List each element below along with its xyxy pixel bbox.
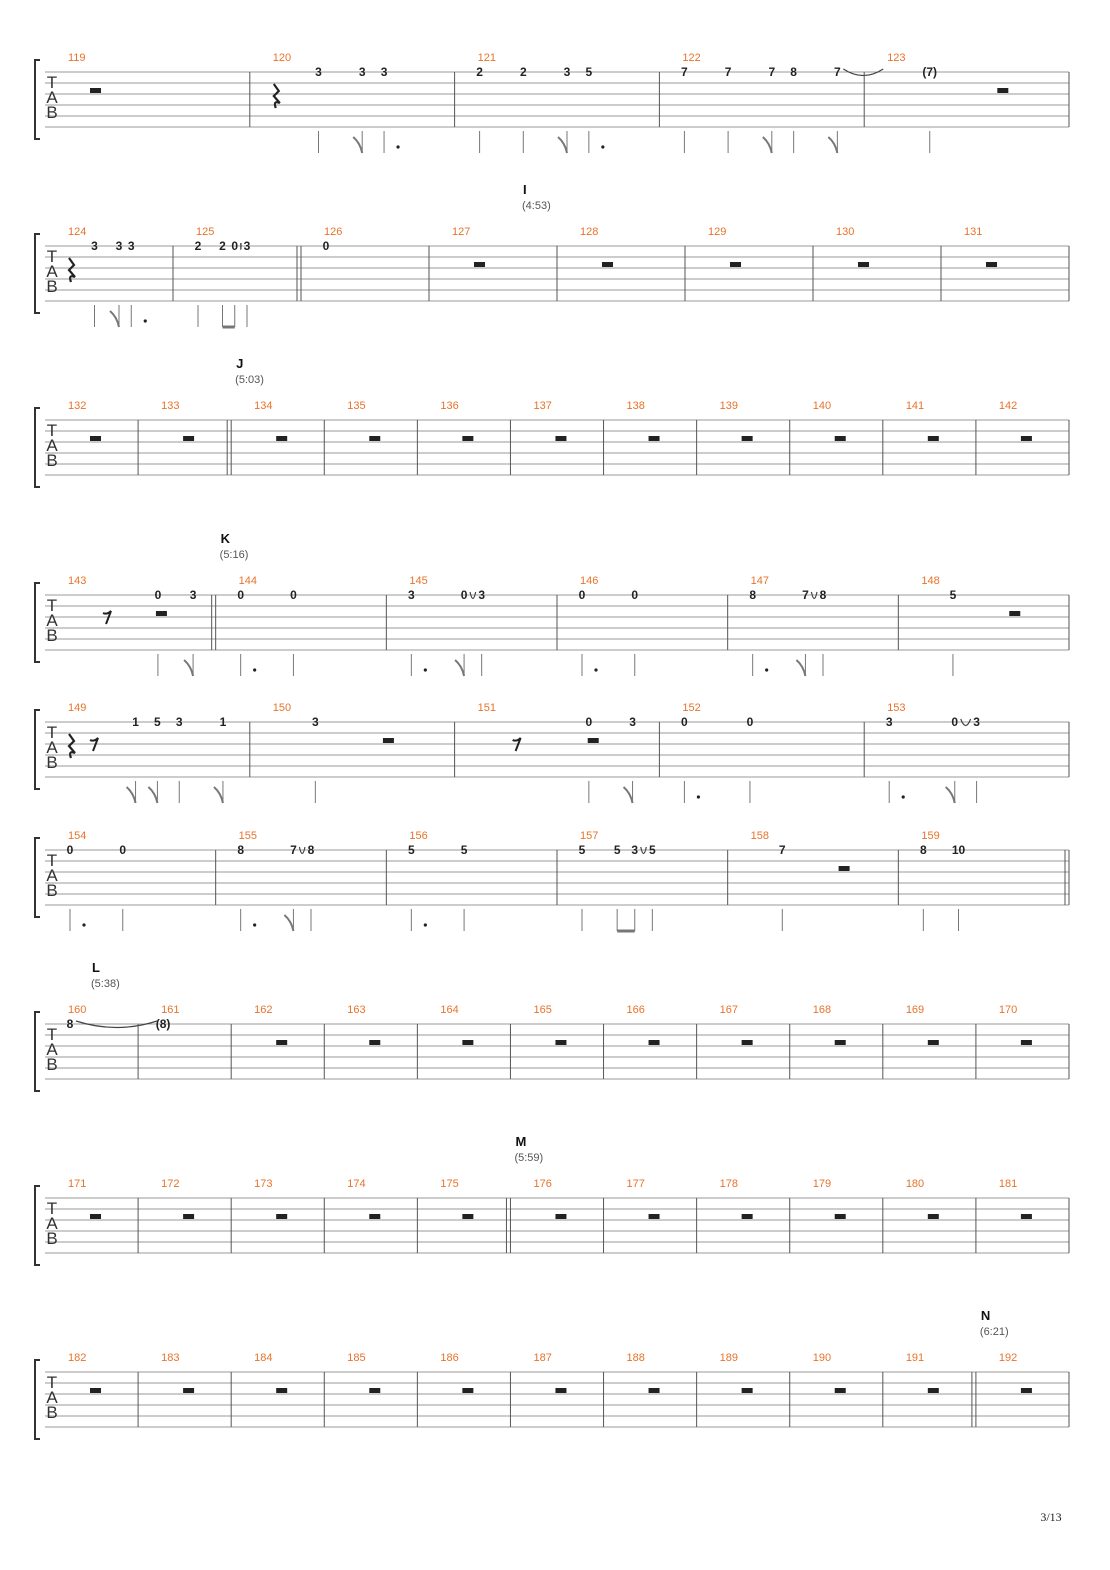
measure-number: 149: [68, 702, 87, 714]
rehearsal-letter: K: [220, 531, 231, 546]
half-rest: [555, 1388, 566, 1393]
dot: [396, 145, 399, 148]
tab-clef-letter: A: [46, 1388, 58, 1407]
fret-number: 5: [613, 843, 621, 857]
measure-number: 120: [272, 52, 292, 64]
measure-number: 183: [161, 1352, 180, 1364]
half-rest: [649, 1040, 660, 1045]
measure-number: 162: [254, 1004, 273, 1016]
measure-number: 128: [580, 226, 599, 238]
measure-number: 165: [533, 1004, 552, 1016]
half-rest: [742, 1214, 753, 1219]
measure-number: 142: [998, 400, 1018, 412]
fret-number: 3: [315, 65, 322, 79]
rehearsal-letter: I: [523, 182, 527, 197]
fret-number: 0: [585, 715, 593, 729]
fret-number: 2: [519, 65, 527, 79]
fret-number: 5: [407, 843, 415, 857]
tab-clef-letter: B: [46, 451, 58, 470]
half-rest: [730, 262, 741, 267]
measure-number: 132: [68, 400, 87, 412]
measure-number: 139: [719, 400, 738, 412]
measure-number: 182: [68, 1352, 87, 1364]
measure-number: 184: [254, 1352, 273, 1364]
measure-number: 175: [440, 1178, 459, 1190]
measure-number: 135: [347, 400, 366, 412]
eighth-flag: [558, 137, 567, 153]
eighth-flag: [946, 787, 955, 803]
eighth-flag: [455, 660, 464, 676]
measure-number: 152: [682, 702, 701, 714]
measure-number: 177: [626, 1178, 645, 1190]
tab-clef-letter: A: [46, 1040, 58, 1059]
eighth-flag: [796, 660, 805, 676]
tab-clef-letter: T: [46, 421, 58, 440]
fret-number: 2: [219, 239, 226, 253]
fret-number: 7: [768, 65, 776, 79]
tab-clef-letter: B: [46, 881, 58, 900]
tab-clef-letter: B: [46, 753, 58, 772]
measure-number: 159: [921, 830, 940, 842]
measure-number: 154: [68, 830, 87, 842]
half-rest: [997, 88, 1008, 93]
fret-number: 3: [175, 715, 183, 729]
fret-number: 7: [834, 65, 841, 79]
measure-number: 187: [533, 1352, 552, 1364]
fret-number: 3: [243, 239, 251, 253]
half-rest: [1021, 1040, 1032, 1045]
measure-number: 161: [161, 1004, 180, 1016]
measure-number: 174: [347, 1178, 366, 1190]
measure-number: 144: [238, 575, 258, 587]
measure-number: 138: [626, 400, 645, 412]
half-rest: [588, 738, 599, 743]
half-rest: [555, 436, 566, 441]
staff-bracket: [35, 1012, 40, 1091]
measure-number: 141: [905, 400, 925, 412]
half-rest: [462, 436, 473, 441]
half-rest: [156, 611, 167, 616]
fret-number: 8: [790, 65, 797, 79]
rehearsal-letter: M: [515, 1134, 527, 1149]
fret-number: 8: [749, 588, 757, 602]
measure-number: 160: [68, 1004, 87, 1016]
half-rest: [649, 1214, 660, 1219]
half-rest: [183, 1388, 194, 1393]
dot: [424, 668, 427, 671]
measure-number: 130: [836, 226, 855, 238]
measure-number: 151: [477, 702, 496, 714]
measure-number: 171: [68, 1178, 87, 1190]
measure-number: 124: [68, 226, 87, 238]
tab-clef-letter: B: [46, 277, 58, 296]
page-number: 3/13: [1040, 1510, 1062, 1524]
dot: [594, 668, 597, 671]
quarter-rest: [69, 258, 75, 282]
half-rest: [1021, 1214, 1032, 1219]
measure-number: 122: [682, 52, 701, 64]
fret-number: 0: [154, 588, 162, 602]
fret-number: 2: [194, 239, 202, 253]
fret-number: 5: [460, 843, 468, 857]
tab-clef-letter: T: [46, 851, 58, 870]
quarter-rest: [69, 734, 75, 758]
half-rest: [742, 1040, 753, 1045]
measure-number: 157: [580, 830, 599, 842]
fret-number: 5: [648, 843, 656, 857]
measure-number: 134: [254, 400, 273, 412]
half-rest: [369, 1214, 380, 1219]
half-rest: [1021, 436, 1032, 441]
half-rest: [90, 88, 101, 93]
rehearsal-time: (5:59): [514, 1152, 544, 1164]
eighth-flag: [110, 311, 119, 327]
measure-number: 133: [161, 400, 180, 412]
fret-number: 3: [629, 715, 636, 729]
staff-bracket: [35, 583, 40, 662]
rehearsal-time: (5:38): [91, 978, 120, 990]
measure-number: 148: [921, 575, 940, 587]
half-rest: [276, 436, 287, 441]
measure-number: 178: [719, 1178, 738, 1190]
measure-number: 126: [324, 226, 343, 238]
fret-number: 5: [949, 588, 957, 602]
fret-number: 3: [885, 715, 893, 729]
fret-number: 8: [919, 843, 927, 857]
measure-number: 146: [580, 575, 599, 587]
staff-bracket: [35, 60, 40, 139]
tab-clef-letter: A: [46, 1214, 58, 1233]
measure-number: 163: [347, 1004, 366, 1016]
fret-number: 5: [585, 65, 593, 79]
measure-number: 131: [964, 226, 983, 238]
measure-number: 150: [272, 702, 292, 714]
measure-number: 156: [409, 830, 428, 842]
tab-clef-letter: T: [46, 723, 58, 742]
measure-number: 169: [905, 1004, 925, 1016]
fret-number: 8: [237, 843, 245, 857]
measure-number: 127: [452, 226, 471, 238]
measure-number: 167: [719, 1004, 738, 1016]
measure-number: 121: [477, 52, 496, 64]
half-rest: [742, 436, 753, 441]
half-rest: [928, 1040, 939, 1045]
half-rest: [183, 1214, 194, 1219]
measure-number: 125: [196, 226, 215, 238]
staff-bracket: [35, 1186, 40, 1265]
half-rest: [835, 1388, 846, 1393]
measure-number: 123: [887, 52, 906, 64]
fret-number: 3: [380, 65, 388, 79]
eighth-flag: [148, 787, 157, 803]
half-rest: [928, 1388, 939, 1393]
half-rest: [462, 1388, 473, 1393]
fret-number: (8): [155, 1017, 171, 1031]
half-rest: [928, 436, 939, 441]
half-rest: [835, 1040, 846, 1045]
fret-number: 7: [681, 65, 688, 79]
fret-number: 1: [132, 715, 139, 729]
staff-bracket: [35, 838, 40, 917]
tab-clef-letter: B: [46, 626, 58, 645]
fret-number: 0: [631, 588, 639, 602]
measure-number: 189: [719, 1352, 738, 1364]
half-rest: [383, 738, 394, 743]
rehearsal-letter: N: [980, 1308, 991, 1323]
measure-number: 190: [812, 1352, 832, 1364]
measure-number: 140: [812, 400, 832, 412]
tab-clef-letter: A: [46, 436, 58, 455]
measure-number: 172: [161, 1178, 180, 1190]
fret-number: 0: [746, 715, 754, 729]
fret-number: 3: [973, 715, 980, 729]
measure-number: 145: [409, 575, 428, 587]
half-rest: [369, 1388, 380, 1393]
fret-number: 3: [358, 65, 366, 79]
fret-number: 5: [154, 715, 161, 729]
fret-number: 0: [290, 588, 297, 602]
measure-number: 188: [626, 1352, 645, 1364]
fret-number: 0: [231, 239, 239, 253]
measure-number: 147: [750, 575, 770, 587]
fret-number: 2: [476, 65, 483, 79]
fret-number: 10: [951, 843, 966, 857]
fret-number: 5: [578, 843, 586, 857]
measure-number: 191: [905, 1352, 925, 1364]
tab-clef-letter: T: [46, 1199, 58, 1218]
tab-clef-letter: B: [46, 1229, 58, 1248]
fret-number: 0: [66, 843, 74, 857]
fret-number: 8: [307, 843, 315, 857]
fret-number: 0: [578, 588, 586, 602]
measure-number: 181: [998, 1178, 1018, 1190]
half-rest: [835, 1214, 846, 1219]
fret-number: 3: [115, 239, 123, 253]
eighth-flag: [624, 787, 633, 803]
tab-clef-letter: A: [46, 611, 58, 630]
rehearsal-time: (5:16): [219, 549, 249, 561]
fret-number: 3: [478, 588, 486, 602]
staff-bracket: [35, 710, 40, 789]
half-rest: [1021, 1388, 1032, 1393]
tab-clef-letter: B: [46, 1403, 58, 1422]
tab-clef-letter: A: [46, 262, 58, 281]
fret-number: 7: [802, 588, 809, 602]
dot: [424, 923, 427, 926]
half-rest: [986, 262, 997, 267]
eighth-flag: [828, 137, 837, 153]
rehearsal-time: (5:03): [235, 374, 264, 386]
measure-number: 158: [750, 830, 770, 842]
half-rest: [276, 1388, 287, 1393]
eighth-flag: [184, 660, 193, 676]
tab-clef-letter: B: [46, 1055, 58, 1074]
tab-clef-letter: T: [46, 247, 58, 266]
tab-clef-letter: A: [46, 88, 58, 107]
measure-number: 164: [440, 1004, 459, 1016]
measure-number: 180: [905, 1178, 925, 1190]
eighth-flag: [284, 915, 293, 931]
measure-number: 155: [238, 830, 258, 842]
half-rest: [369, 1040, 380, 1045]
fret-number: 3: [127, 239, 135, 253]
eighth-flag: [353, 137, 362, 153]
fret-number: 3: [563, 65, 571, 79]
half-rest: [742, 1388, 753, 1393]
dot: [697, 795, 700, 798]
half-rest: [462, 1040, 473, 1045]
half-rest: [462, 1214, 473, 1219]
measure-number: 136: [440, 400, 459, 412]
fret-number: 1: [219, 715, 227, 729]
fret-number: 8: [66, 1017, 74, 1031]
measure-number: 179: [812, 1178, 832, 1190]
half-rest: [858, 262, 869, 267]
fret-number: 7: [778, 843, 786, 857]
fret-number: 0: [237, 588, 245, 602]
half-rest: [1009, 611, 1020, 616]
dot: [144, 319, 147, 322]
eighth-flag: [763, 137, 772, 153]
half-rest: [555, 1040, 566, 1045]
measure-number: 173: [254, 1178, 273, 1190]
fret-number: 0: [951, 715, 959, 729]
fret-number: 3: [91, 239, 98, 253]
rehearsal-letter: L: [92, 960, 100, 975]
half-rest: [90, 1214, 101, 1219]
half-rest: [474, 262, 485, 267]
staff-bracket: [35, 234, 40, 313]
half-rest: [602, 262, 613, 267]
half-rest: [90, 1388, 101, 1393]
fret-number: 0: [681, 715, 688, 729]
dot: [82, 923, 85, 926]
measure-number: 168: [812, 1004, 832, 1016]
rehearsal-time: (6:21): [979, 1326, 1009, 1338]
fret-number: 0: [460, 588, 468, 602]
staff-bracket: [35, 1360, 40, 1439]
half-rest: [928, 1214, 939, 1219]
half-rest: [276, 1040, 287, 1045]
fret-number: 3: [311, 715, 319, 729]
dot: [902, 795, 905, 798]
dot: [765, 668, 768, 671]
half-rest: [649, 1388, 660, 1393]
measure-number: 170: [998, 1004, 1018, 1016]
measure-number: 143: [68, 575, 87, 587]
fret-number: (7): [922, 65, 938, 79]
tab-clef-letter: T: [46, 73, 58, 92]
measure-number: 192: [998, 1352, 1018, 1364]
dot: [253, 923, 256, 926]
measure-number: 186: [440, 1352, 459, 1364]
measure-number: 129: [708, 226, 727, 238]
measure-number: 119: [68, 52, 86, 64]
dot: [601, 145, 604, 148]
half-rest: [555, 1214, 566, 1219]
fret-number: 7: [724, 65, 732, 79]
fret-number: 7: [290, 843, 297, 857]
dot: [253, 668, 256, 671]
tab-clef-letter: T: [46, 1373, 58, 1392]
tab-clef-letter: A: [46, 866, 58, 885]
measure-number: 166: [626, 1004, 645, 1016]
staff-bracket: [35, 408, 40, 487]
fret-number: 3: [631, 843, 639, 857]
tab-clef-letter: T: [46, 1025, 58, 1044]
rehearsal-time: (4:53): [522, 200, 551, 212]
eighth-flag: [214, 787, 223, 803]
half-rest: [90, 436, 101, 441]
half-rest: [839, 866, 850, 871]
fret-number: 0: [322, 239, 330, 253]
half-rest: [183, 436, 194, 441]
measure-number: 137: [533, 400, 552, 412]
tab-clef-letter: A: [46, 738, 58, 757]
measure-number: 185: [347, 1352, 366, 1364]
quarter-rest: [274, 84, 280, 108]
fret-number: 3: [189, 588, 197, 602]
half-rest: [276, 1214, 287, 1219]
fret-number: 8: [819, 588, 827, 602]
measure-number: 176: [533, 1178, 552, 1190]
measure-number: 153: [887, 702, 906, 714]
tab-clef-letter: B: [46, 103, 58, 122]
rehearsal-letter: J: [236, 356, 244, 371]
tab-clef-letter: T: [46, 596, 58, 615]
fret-number: 0: [119, 843, 127, 857]
half-rest: [649, 436, 660, 441]
half-rest: [369, 436, 380, 441]
eighth-flag: [127, 787, 136, 803]
half-rest: [835, 436, 846, 441]
fret-number: 3: [407, 588, 415, 602]
